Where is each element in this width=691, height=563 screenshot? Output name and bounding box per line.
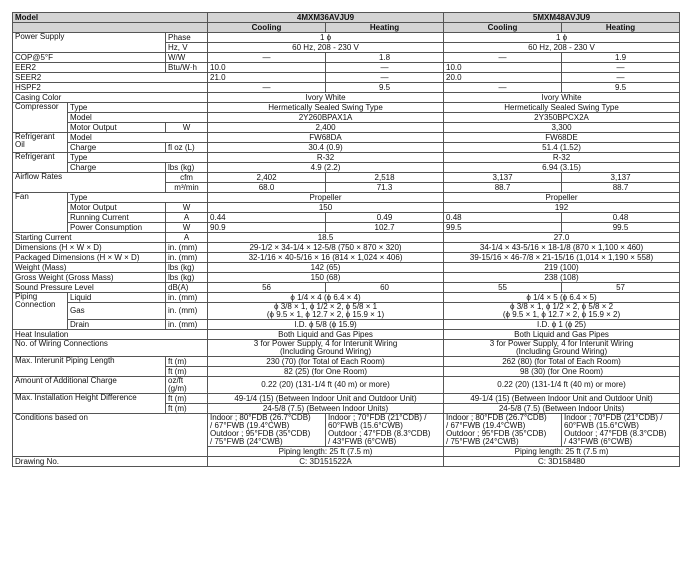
dimensions-unit: in. (mm) — [166, 243, 208, 253]
airflow-b-heat-cfm: 3,137 — [562, 173, 680, 183]
additional-charge-b: 0.22 (20) (131-1/4 ft (40 m) or more) — [444, 377, 680, 394]
table-row — [13, 133, 680, 143]
gross-weight-unit: lbs (kg) — [166, 273, 208, 283]
seer2-a-cool: 21.0 — [208, 73, 326, 83]
fan-power-a-heat: 102.7 — [326, 223, 444, 233]
piping-drain-unit: in. (mm) — [166, 320, 208, 330]
table-row — [13, 163, 680, 173]
cop-label: COP@5°F — [13, 53, 166, 63]
casing-b: Ivory White — [444, 93, 680, 103]
piping-drain-a: I.D. ϕ 5/8 (ϕ 15.9) — [208, 320, 444, 330]
table-row — [13, 283, 680, 293]
airflow-b-heat-m3: 88.7 — [562, 183, 680, 193]
sound-unit: dB(A) — [166, 283, 208, 293]
weight-b: 219 (100) — [444, 263, 680, 273]
airflow-b-cool-cfm: 3,137 — [444, 173, 562, 183]
table-row — [13, 53, 680, 63]
gross-weight-label: Gross Weight (Gross Mass) — [13, 273, 166, 283]
table-row — [13, 73, 680, 83]
drawing-b: C: 3D158480 — [444, 457, 680, 467]
fan-power-unit: W — [166, 223, 208, 233]
spec-sheet — [12, 12, 680, 467]
table-row — [13, 63, 680, 73]
piping-length-b: Piping length: 25 ft (7.5 m) — [444, 447, 680, 457]
seer2-b-heat: — — [562, 73, 680, 83]
wiring-a-line1: 3 for Power Supply, 4 for Interunit Wiring — [253, 339, 398, 348]
piping-label-line1: Piping — [15, 292, 38, 301]
piping-gas-b-line2: (ϕ 9.5 × 1, ϕ 12.7 × 2, ϕ 15.9 × 2) — [502, 310, 621, 319]
additional-charge-a: 0.22 (20) (131-1/4 ft (40 m) or more) — [208, 377, 444, 394]
drawing-a: C: 3D151522A — [208, 457, 444, 467]
table-row — [13, 143, 680, 153]
piping-drain-label: Drain — [68, 320, 166, 330]
piping-liquid-unit: in. (mm) — [166, 293, 208, 303]
fan-output-a: 150 — [208, 203, 444, 213]
ref-oil-label: Refrigerant Oil — [13, 133, 68, 153]
dimensions-a: 29-1/2 × 34-1/4 × 12-5/8 (750 × 870 × 320) — [208, 243, 444, 253]
table-row — [13, 414, 680, 447]
table-row — [13, 233, 680, 243]
refrigerant-label: Refrigerant — [13, 153, 68, 173]
additional-charge-label: Amount of Additional Charge — [13, 377, 166, 394]
table-row — [13, 33, 680, 43]
table-row — [13, 113, 680, 123]
max-height-unit-2: ft (m) — [166, 404, 208, 414]
airflow-b-cool-m3: 88.7 — [444, 183, 562, 193]
cop-a-cool: — — [208, 53, 326, 63]
weight-label: Weight (Mass) — [13, 263, 166, 273]
compressor-model-label: Model — [68, 113, 208, 123]
refrigerant-type-b: R-32 — [444, 153, 680, 163]
refrigerant-charge-unit: lbs (kg) — [166, 163, 208, 173]
airflow-a-heat-m3: 71.3 — [326, 183, 444, 193]
conditions-heat-line: / 43°FWB (6°CWB) — [564, 437, 633, 446]
fan-output-label: Motor Output — [68, 203, 166, 213]
starting-current-a: 18.5 — [208, 233, 444, 243]
compressor-output-label: Motor Output — [68, 123, 166, 133]
refrigerant-charge-label: Charge — [68, 163, 166, 173]
refrigerant-charge-a: 4.9 (2.2) — [208, 163, 444, 173]
max-height-a-2: 24-5/8 (7.5) (Between Indoor Units) — [208, 404, 444, 414]
max-piping-unit-2: ft (m) — [166, 367, 208, 377]
hspf2-b-cool: — — [444, 83, 562, 93]
conditions-heat-line: Outdoor ; 47°FDB (8.3°CDB) — [328, 429, 431, 438]
conditions-heat-line: Outdoor ; 47°FDB (8.3°CDB) — [564, 429, 667, 438]
cop-b-cool: — — [444, 53, 562, 63]
ref-oil-charge-label: Charge — [68, 143, 166, 153]
max-height-label: Max. Installation Height Difference — [13, 394, 166, 414]
ref-oil-charge-b: 51.4 (1.52) — [444, 143, 680, 153]
conditions-cool-line: Outdoor ; 95°FDB (35°CDB) — [446, 429, 547, 438]
airflow-unit-cfm: cfm — [166, 173, 208, 183]
conditions-heat-line: Indoor ; 70°FDB (21°CDB) / — [564, 413, 663, 422]
compressor-model-a: 2Y260BPAX1A — [208, 113, 444, 123]
model-label: Model — [13, 13, 208, 23]
packaged-label: Packaged Dimensions (H × W × D) — [13, 253, 166, 263]
airflow-a-cool-cfm: 2,402 — [208, 173, 326, 183]
compressor-type-a: Hermetically Sealed Swing Type — [208, 103, 444, 113]
heat-insulation-label: Heat Insulation — [13, 330, 208, 340]
conditions-cool-line: Indoor ; 80°FDB (26.7°CDB) — [210, 413, 311, 422]
packaged-b: 39-15/16 × 46-7/8 × 21-15/16 (1,014 × 1,190 × 558) — [444, 253, 680, 263]
airflow-label: Airflow Rates — [13, 173, 166, 193]
piping-gas-b-line1: ϕ 3/8 × 1, ϕ 1/2 × 2, ϕ 5/8 × 2 — [510, 302, 614, 311]
hspf2-label: HSPF2 — [13, 83, 208, 93]
dimensions-label: Dimensions (H × W × D) — [13, 243, 166, 253]
drawing-label: Drawing No. — [13, 457, 208, 467]
conditions-a-heat — [326, 414, 444, 447]
compressor-type-label: Type — [68, 103, 208, 113]
piping-label-line2: Connection — [15, 300, 56, 309]
compressor-output-b: 3,300 — [444, 123, 680, 133]
conditions-heat-line: 60°FWB (15.6°CWB) — [564, 421, 639, 430]
table-row — [13, 457, 680, 467]
fan-output-unit: W — [166, 203, 208, 213]
sound-a-heat: 60 — [326, 283, 444, 293]
packaged-unit: in. (mm) — [166, 253, 208, 263]
subheader-blank — [13, 23, 208, 33]
cooling-header-a: Cooling — [208, 23, 326, 33]
fan-output-b: 192 — [444, 203, 680, 213]
table-row — [13, 320, 680, 330]
max-height-a-1: 49-1/4 (15) (Between Indoor Unit and Outdoor Unit) — [208, 394, 444, 404]
max-piping-label: Max. Interunit Piping Length — [13, 357, 166, 377]
table-row — [13, 93, 680, 103]
sound-label: Sound Pressure Level — [13, 283, 166, 293]
heating-header-b: Heating — [562, 23, 680, 33]
heating-header-a: Heating — [326, 23, 444, 33]
hz-b: 60 Hz, 208 - 230 V — [444, 43, 680, 53]
spec-table — [12, 12, 680, 467]
wiring-label: No. of Wiring Connections — [13, 340, 208, 357]
table-row — [13, 213, 680, 223]
additional-charge-unit — [166, 377, 208, 394]
sound-b-heat: 57 — [562, 283, 680, 293]
airflow-a-cool-m3: 68.0 — [208, 183, 326, 193]
cooling-header-b: Cooling — [444, 23, 562, 33]
eer2-a-cool: 10.0 — [208, 63, 326, 73]
fan-current-unit: A — [166, 213, 208, 223]
heat-insulation-b: Both Liquid and Gas Pipes — [444, 330, 680, 340]
weight-unit: lbs (kg) — [166, 263, 208, 273]
table-row — [13, 340, 680, 357]
conditions-heat-line: Indoor ; 70°FDB (21°CDB) / — [328, 413, 427, 422]
compressor-type-b: Hermetically Sealed Swing Type — [444, 103, 680, 113]
fan-current-label: Running Current — [68, 213, 166, 223]
fan-power-label: Power Consumption — [68, 223, 166, 233]
eer2-a-heat: — — [326, 63, 444, 73]
phase-label: Phase — [166, 33, 208, 43]
heat-insulation-a: Both Liquid and Gas Pipes — [208, 330, 444, 340]
header-row — [13, 13, 680, 23]
fan-current-b-cool: 0.48 — [444, 213, 562, 223]
casing-a: Ivory White — [208, 93, 444, 103]
dimensions-b: 34-1/4 × 43-5/16 × 18-1/8 (870 × 1,100 × 460) — [444, 243, 680, 253]
conditions-heat-line: 60°FWB (15.6°CWB) — [328, 421, 403, 430]
conditions-cool-line: Outdoor ; 95°FDB (35°CDB) — [210, 429, 311, 438]
starting-current-unit: A — [166, 233, 208, 243]
max-piping-unit-1: ft (m) — [166, 357, 208, 367]
power-supply-label: Power Supply — [13, 33, 166, 53]
table-row — [13, 330, 680, 340]
refrigerant-type-label: Type — [68, 153, 208, 163]
ref-oil-model-label: Model — [68, 133, 208, 143]
cop-b-heat: 1.9 — [562, 53, 680, 63]
wiring-b — [444, 340, 680, 357]
ref-oil-charge-unit: fl oz (L) — [166, 143, 208, 153]
conditions-cool-line: / 67°FWB (19.4°CWB) — [446, 421, 526, 430]
phase-b: 1 ϕ — [444, 33, 680, 43]
piping-liquid-label: Liquid — [68, 293, 166, 303]
max-height-b-2: 24-5/8 (7.5) (Between Indoor Units) — [444, 404, 680, 414]
seer2-b-cool: 20.0 — [444, 73, 562, 83]
model-b-name: 5MXM48AVJU9 — [444, 13, 680, 23]
wiring-b-line1: 3 for Power Supply, 4 for Interunit Wiring — [489, 339, 634, 348]
fan-power-b-heat: 99.5 — [562, 223, 680, 233]
table-row — [13, 203, 680, 213]
fan-current-a-cool: 0.44 — [208, 213, 326, 223]
piping-drain-b: I.D. ϕ 1 (ϕ 25) — [444, 320, 680, 330]
hspf2-a-heat: 9.5 — [326, 83, 444, 93]
hspf2-b-heat: 9.5 — [562, 83, 680, 93]
airflow-unit-m3: m³/min — [166, 183, 208, 193]
fan-power-a-cool: 90.9 — [208, 223, 326, 233]
table-row — [13, 377, 680, 394]
phase-a: 1 ϕ — [208, 33, 444, 43]
starting-current-b: 27.0 — [444, 233, 680, 243]
conditions-cool-line: / 75°FWB (24°CWB) — [210, 437, 283, 446]
hz-label: Hz, V — [166, 43, 208, 53]
cop-a-heat: 1.8 — [326, 53, 444, 63]
table-row — [13, 223, 680, 233]
conditions-b-cool — [444, 414, 562, 447]
conditions-a-cool — [208, 414, 326, 447]
ref-oil-charge-a: 30.4 (0.9) — [208, 143, 444, 153]
piping-liquid-a: ϕ 1/4 × 4 (ϕ 6.4 × 4) — [208, 293, 444, 303]
table-row — [13, 123, 680, 133]
fan-type-label: Type — [68, 193, 208, 203]
airflow-a-heat-cfm: 2,518 — [326, 173, 444, 183]
sound-b-cool: 55 — [444, 283, 562, 293]
sound-a-cool: 56 — [208, 283, 326, 293]
eer2-b-heat: — — [562, 63, 680, 73]
fan-current-a-heat: 0.49 — [326, 213, 444, 223]
table-row — [13, 253, 680, 263]
table-row — [13, 243, 680, 253]
ref-oil-model-b: FW68DE — [444, 133, 680, 143]
wiring-a — [208, 340, 444, 357]
additional-charge-unit-2: (g/m) — [168, 384, 187, 393]
piping-gas-a-line1: ϕ 3/8 × 1, ϕ 1/2 × 2, ϕ 5/8 × 1 — [274, 302, 378, 311]
piping-gas-a — [208, 303, 444, 320]
fan-power-b-cool: 99.5 — [444, 223, 562, 233]
max-piping-a-2: 82 (25) (for One Room) — [208, 367, 444, 377]
max-height-b-1: 49-1/4 (15) (Between Indoor Unit and Outdoor Unit) — [444, 394, 680, 404]
hspf2-a-cool: — — [208, 83, 326, 93]
piping-gas-a-line2: (ϕ 9.5 × 1, ϕ 12.7 × 2, ϕ 15.9 × 1) — [266, 310, 385, 319]
table-row — [13, 153, 680, 163]
table-row — [13, 273, 680, 283]
compressor-model-b: 2Y350BPCX2A — [444, 113, 680, 123]
conditions-b-heat — [562, 414, 680, 447]
conditions-cool-line: / 75°FWB (24°CWB) — [446, 437, 519, 446]
gross-weight-b: 238 (108) — [444, 273, 680, 283]
piping-label — [13, 293, 68, 330]
fan-type-b: Propeller — [444, 193, 680, 203]
ref-oil-model-a: FW68DA — [208, 133, 444, 143]
fan-label: Fan — [13, 193, 68, 233]
max-piping-b-1: 262 (80) (for Total of Each Room) — [444, 357, 680, 367]
conditions-heat-line: / 43°FWB (6°CWB) — [328, 437, 397, 446]
weight-a: 142 (65) — [208, 263, 444, 273]
model-a-name: 4MXM36AVJU9 — [208, 13, 444, 23]
casing-label: Casing Color — [13, 93, 208, 103]
table-row — [13, 357, 680, 367]
additional-charge-unit-1: oz/ft — [168, 376, 184, 385]
wiring-a-line2: (Including Ground Wiring) — [279, 347, 372, 356]
seer2-a-heat: — — [326, 73, 444, 83]
table-row — [13, 193, 680, 203]
table-row — [13, 293, 680, 303]
fan-type-a: Propeller — [208, 193, 444, 203]
piping-gas-label: Gas — [68, 303, 166, 320]
cop-unit: W/W — [166, 53, 208, 63]
refrigerant-charge-b: 6.94 (3.15) — [444, 163, 680, 173]
conditions-label: Conditions based on — [13, 414, 208, 457]
compressor-label: Compressor — [13, 103, 68, 133]
conditions-cool-line: / 67°FWB (19.4°CWB) — [210, 421, 290, 430]
table-row — [13, 103, 680, 113]
eer2-b-cool: 10.0 — [444, 63, 562, 73]
compressor-output-a: 2,400 — [208, 123, 444, 133]
table-row — [13, 173, 680, 183]
piping-length-a: Piping length: 25 ft (7.5 m) — [208, 447, 444, 457]
subheader-row — [13, 23, 680, 33]
gross-weight-a: 150 (68) — [208, 273, 444, 283]
table-row — [13, 263, 680, 273]
piping-gas-unit: in. (mm) — [166, 303, 208, 320]
max-piping-b-2: 98 (30) (for One Room) — [444, 367, 680, 377]
max-height-unit-1: ft (m) — [166, 394, 208, 404]
wiring-b-line2: (Including Ground Wiring) — [515, 347, 608, 356]
eer2-unit: Btu/W·h — [166, 63, 208, 73]
piping-gas-b — [444, 303, 680, 320]
hz-a: 60 Hz, 208 - 230 V — [208, 43, 444, 53]
table-row — [13, 83, 680, 93]
fan-current-b-heat: 0.48 — [562, 213, 680, 223]
table-row — [13, 394, 680, 404]
piping-liquid-b: ϕ 1/4 × 5 (ϕ 6.4 × 5) — [444, 293, 680, 303]
refrigerant-type-a: R-32 — [208, 153, 444, 163]
table-row — [13, 303, 680, 320]
packaged-a: 32-1/16 × 40-5/16 × 16 (814 × 1,024 × 406) — [208, 253, 444, 263]
compressor-output-unit: W — [166, 123, 208, 133]
starting-current-label: Starting Current — [13, 233, 166, 243]
seer2-label: SEER2 — [13, 73, 208, 83]
conditions-cool-line: Indoor ; 80°FDB (26.7°CDB) — [446, 413, 547, 422]
max-piping-a-1: 230 (70) (for Total of Each Room) — [208, 357, 444, 367]
eer2-label: EER2 — [13, 63, 166, 73]
